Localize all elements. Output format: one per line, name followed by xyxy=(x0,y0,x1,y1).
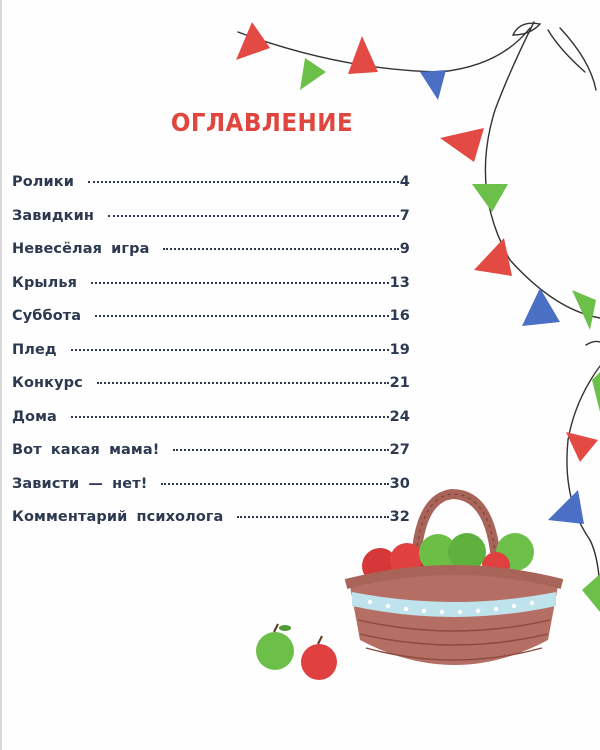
table-of-contents xyxy=(12,174,410,543)
toc-entry-title: Вот какая мама! xyxy=(12,442,160,458)
toc-entry[interactable] xyxy=(12,208,410,242)
toc-entry-title: Комментарий психолога xyxy=(12,509,224,525)
dot-leader xyxy=(163,248,398,250)
toc-entry-title: Невесёлая игра xyxy=(12,241,150,257)
toc-entry-page: 19 xyxy=(389,341,410,358)
flag-red-icon xyxy=(236,22,270,60)
dot-leader xyxy=(88,181,399,183)
toc-entry-page: 13 xyxy=(389,274,410,291)
dot-leader xyxy=(71,349,389,351)
apples-icon xyxy=(256,624,337,680)
toc-entry-title: Крылья xyxy=(12,274,78,291)
toc-entry[interactable] xyxy=(12,509,410,543)
flag-red-icon xyxy=(348,36,378,74)
toc-entry-page: 16 xyxy=(389,308,410,324)
toc-entry-page: 4 xyxy=(399,174,410,190)
toc-entry[interactable] xyxy=(12,241,410,275)
toc-entry[interactable] xyxy=(12,442,410,476)
flag-green-icon xyxy=(300,58,326,90)
dot-leader xyxy=(173,449,388,451)
toc-entry-title: Ролики xyxy=(12,174,74,190)
toc-entry-title: Суббота xyxy=(12,308,82,324)
toc-entry[interactable] xyxy=(12,342,410,376)
dot-leader xyxy=(97,382,389,384)
toc-entry[interactable] xyxy=(12,409,410,443)
dot-leader xyxy=(237,516,388,518)
toc-entry-title: Дома xyxy=(12,408,57,425)
toc-entry-page: 9 xyxy=(399,241,410,257)
toc-entry-page: 27 xyxy=(389,442,410,458)
toc-entry-page: 21 xyxy=(389,375,410,391)
dot-leader xyxy=(71,416,389,418)
toc-entry-page: 30 xyxy=(389,475,410,492)
toc-entry-title: Зависти — нет! xyxy=(12,475,148,492)
flag-blue-icon xyxy=(522,288,560,326)
dot-leader xyxy=(108,215,399,217)
toc-entry-title: Завидкин xyxy=(12,207,94,224)
dot-leader xyxy=(161,483,388,485)
toc-entry-page: 32 xyxy=(389,509,410,525)
toc-entry[interactable] xyxy=(12,275,410,309)
flag-blue-icon xyxy=(420,70,446,100)
flag-red-icon xyxy=(566,432,598,462)
flag-green-icon xyxy=(582,574,600,612)
toc-entry[interactable] xyxy=(12,174,410,208)
dot-leader xyxy=(95,315,388,317)
toc-entry[interactable] xyxy=(12,375,410,409)
toc-entry-page: 24 xyxy=(389,408,410,425)
flag-red-icon xyxy=(474,238,512,276)
flag-green-icon xyxy=(472,184,508,212)
toc-entry[interactable] xyxy=(12,476,410,510)
toc-entry-page: 7 xyxy=(399,207,410,224)
toc-entry[interactable] xyxy=(12,308,410,342)
flag-blue-icon xyxy=(548,490,584,524)
flag-green-icon xyxy=(592,372,600,412)
toc-title: ОГЛАВЛЕНИЕ xyxy=(170,108,354,137)
toc-entry-title: Конкурс xyxy=(12,375,83,391)
dot-leader xyxy=(91,282,389,284)
toc-entry-title: Плед xyxy=(12,341,57,358)
